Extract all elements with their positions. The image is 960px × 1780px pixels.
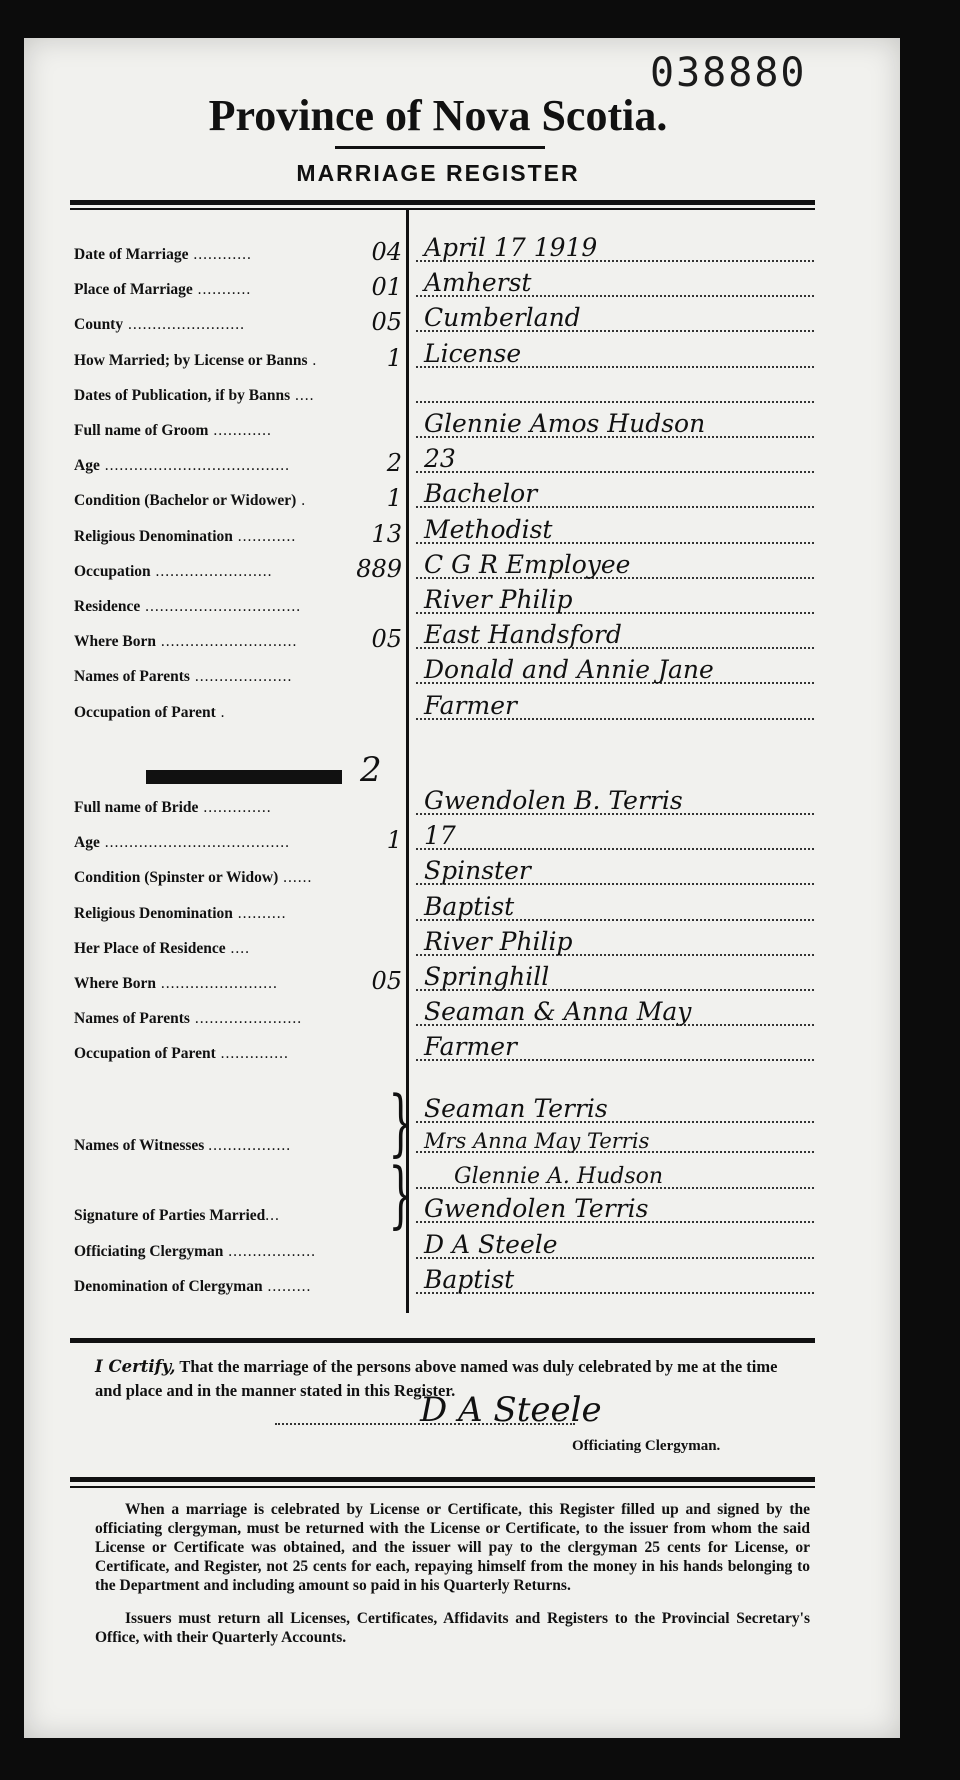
groom-row xyxy=(74,690,814,724)
field-label: Occupation of Parent . xyxy=(74,703,226,721)
field-label: Dates of Publication, if by Banns .... xyxy=(74,386,315,404)
handwritten-value: Farmer xyxy=(424,690,517,720)
field-label: Where Born ............................ xyxy=(74,633,298,651)
document-subtitle: MARRIAGE REGISTER xyxy=(296,160,580,186)
coding-mark: 05 xyxy=(371,625,402,654)
field-label: County ........................ xyxy=(74,316,245,334)
certify-prefix: I Certify, xyxy=(95,1357,176,1376)
certification-top-rule xyxy=(70,1338,815,1343)
handwritten-value: East Handsford xyxy=(424,620,622,650)
witnesses-brace: } xyxy=(388,1080,414,1164)
handwritten-value: Gwendolen B. Terris xyxy=(424,786,683,815)
handwritten-value: C G R Employee xyxy=(424,549,631,579)
header-rule-thin xyxy=(70,208,815,210)
signatures-brace: } xyxy=(388,1152,414,1236)
coding-mark: 01 xyxy=(371,273,402,302)
note-paragraph: Issuers must return all Licenses, Certificates, Affidavits and Registers to the Provincial Secretary's Office, with their Quarterly Accounts. xyxy=(95,1610,810,1646)
field-label: Condition (Spinster or Widow) ...... xyxy=(74,869,313,887)
groom-row xyxy=(74,584,814,618)
clergyman-signature: D A Steele xyxy=(420,1390,602,1430)
field-label: Her Place of Residence .... xyxy=(74,939,251,957)
signature-1-value: Glennie A. Hudson xyxy=(454,1164,664,1189)
field-label: Officiating Clergyman .................. xyxy=(74,1243,317,1260)
handwritten-value: River Philip xyxy=(424,585,573,614)
handwritten-value: 23 xyxy=(424,444,456,474)
dotted-line xyxy=(416,401,814,403)
field-label: Age ...................................... xyxy=(74,457,290,475)
field-label: Religious Denomination ............ xyxy=(74,527,297,545)
coding-mark: 05 xyxy=(371,967,402,995)
groom-row xyxy=(74,302,814,336)
coding-mark: 1 xyxy=(386,484,402,513)
handwritten-value: Amherst xyxy=(424,268,532,298)
handwritten-value: Farmer xyxy=(424,1032,517,1062)
groom-row xyxy=(74,478,814,512)
groom-row xyxy=(74,443,814,477)
handwritten-value: April 17 1919 xyxy=(424,233,598,262)
handwritten-value: Baptist xyxy=(424,891,515,921)
handwritten-value: Glennie Amos Hudson xyxy=(424,409,706,438)
groom-row xyxy=(74,373,814,407)
handwritten-value: D A Steele xyxy=(424,1230,558,1259)
groom-row xyxy=(74,549,814,583)
groom-row xyxy=(74,232,814,266)
header-rule xyxy=(70,200,815,205)
groom-row xyxy=(74,338,814,372)
handwritten-value: Donald and Annie Jane xyxy=(424,655,714,685)
field-label: Place of Marriage ........... xyxy=(74,281,252,299)
field-label: Age ...................................... xyxy=(74,834,290,852)
witness-1-value: Seaman Terris xyxy=(424,1094,608,1123)
witness-row-1 xyxy=(74,1093,814,1127)
handwritten-value: Bachelor xyxy=(424,479,538,509)
groom-row xyxy=(74,408,814,442)
witnesses-label: Names of Witnesses ................. xyxy=(74,1137,292,1154)
groom-row xyxy=(74,654,814,688)
handwritten-value: Spinster xyxy=(424,856,531,886)
field-label: Names of Parents .................... xyxy=(74,668,293,686)
field-label: Occupation ........................ xyxy=(74,562,273,580)
witness-row-2 xyxy=(74,1123,814,1157)
clergy-row xyxy=(74,1229,814,1263)
signature-caption: Officiating Clergyman. xyxy=(572,1438,721,1454)
coding-mark: 13 xyxy=(371,519,402,548)
handwritten-value: 17 xyxy=(424,821,456,851)
bride-row xyxy=(74,820,814,854)
instructions-notes xyxy=(95,1500,810,1661)
signature-row-1 xyxy=(74,1159,814,1193)
groom-row xyxy=(74,514,814,548)
handwritten-value: Springhill xyxy=(424,962,550,991)
signatures-label: Signature of Parties Married... xyxy=(74,1207,280,1224)
handwritten-value: Seaman & Anna May xyxy=(424,997,692,1027)
note-paragraph: When a marriage is celebrated by License or Certificate, this Register filled up and signed by the officiating clergyman, must be returned with the License or Certificate, to the issuer from whom the said License or Certificate was obtained, and the issuer will pay to the clergyman 25 cents for License, or Certificate, and Register, not 25 cents for each, repaying himself from the money in his hands belonging to the Department and including amount so paid in his Quarterly Returns. xyxy=(95,1501,810,1594)
signature-row-2 xyxy=(74,1193,814,1227)
groom-row xyxy=(74,619,814,653)
field-label: Where Born ........................ xyxy=(74,975,278,992)
field-label: Date of Marriage ............ xyxy=(74,246,252,263)
dotted-line xyxy=(416,848,814,850)
field-label: How Married; by License or Banns . xyxy=(74,351,318,369)
handwritten-value: Cumberland xyxy=(424,303,581,333)
section-separator-bar xyxy=(146,770,342,784)
groom-row xyxy=(74,267,814,301)
bride-row xyxy=(74,891,814,925)
coding-mark: 04 xyxy=(371,238,402,266)
certification-text: That the marriage of the persons above named was duly celebrated by me at the time and place and in the manner stated in this Register. xyxy=(95,1357,778,1400)
bride-row xyxy=(74,855,814,889)
coding-mark: 2 xyxy=(386,449,402,478)
coding-mark: 1 xyxy=(386,826,402,855)
bride-row xyxy=(74,1031,814,1065)
coding-mark: 889 xyxy=(356,554,402,583)
field-label: Denomination of Clergyman ......... xyxy=(74,1278,312,1295)
notes-top-rule xyxy=(70,1477,815,1482)
signature-line xyxy=(275,1423,575,1425)
clergy-row xyxy=(74,1264,814,1298)
handwritten-value: License xyxy=(424,338,522,368)
field-label: Names of Parents ...................... xyxy=(74,1010,303,1028)
signature-2-value: Gwendolen Terris xyxy=(424,1194,649,1223)
coding-mark: 1 xyxy=(386,343,402,372)
bride-section-mark: 2 xyxy=(360,750,382,790)
field-label: Condition (Bachelor or Widower) . xyxy=(74,492,307,510)
bride-row xyxy=(74,961,814,995)
handwritten-value: Baptist xyxy=(424,1265,515,1294)
notes-top-rule-thin xyxy=(70,1486,815,1488)
document-serial-number: 038880 xyxy=(650,50,807,96)
dotted-line xyxy=(416,471,814,473)
field-label: Residence ................................ xyxy=(74,598,302,615)
bride-row xyxy=(74,926,814,960)
field-label: Full name of Groom ............ xyxy=(74,422,272,439)
handwritten-value: River Philip xyxy=(424,926,573,956)
field-label: Full name of Bride .............. xyxy=(74,799,272,816)
witness-2-value: Mrs Anna May Terris xyxy=(424,1129,650,1153)
bride-row xyxy=(74,996,814,1030)
field-label: Religious Denomination .......... xyxy=(74,904,287,922)
coding-mark: 05 xyxy=(371,308,402,337)
bride-row xyxy=(74,785,814,819)
document-title: Province of Nova Scotia. xyxy=(208,91,668,140)
handwritten-value: Methodist xyxy=(424,514,553,544)
field-label: Occupation of Parent .............. xyxy=(74,1045,289,1063)
title-underline xyxy=(335,146,545,149)
